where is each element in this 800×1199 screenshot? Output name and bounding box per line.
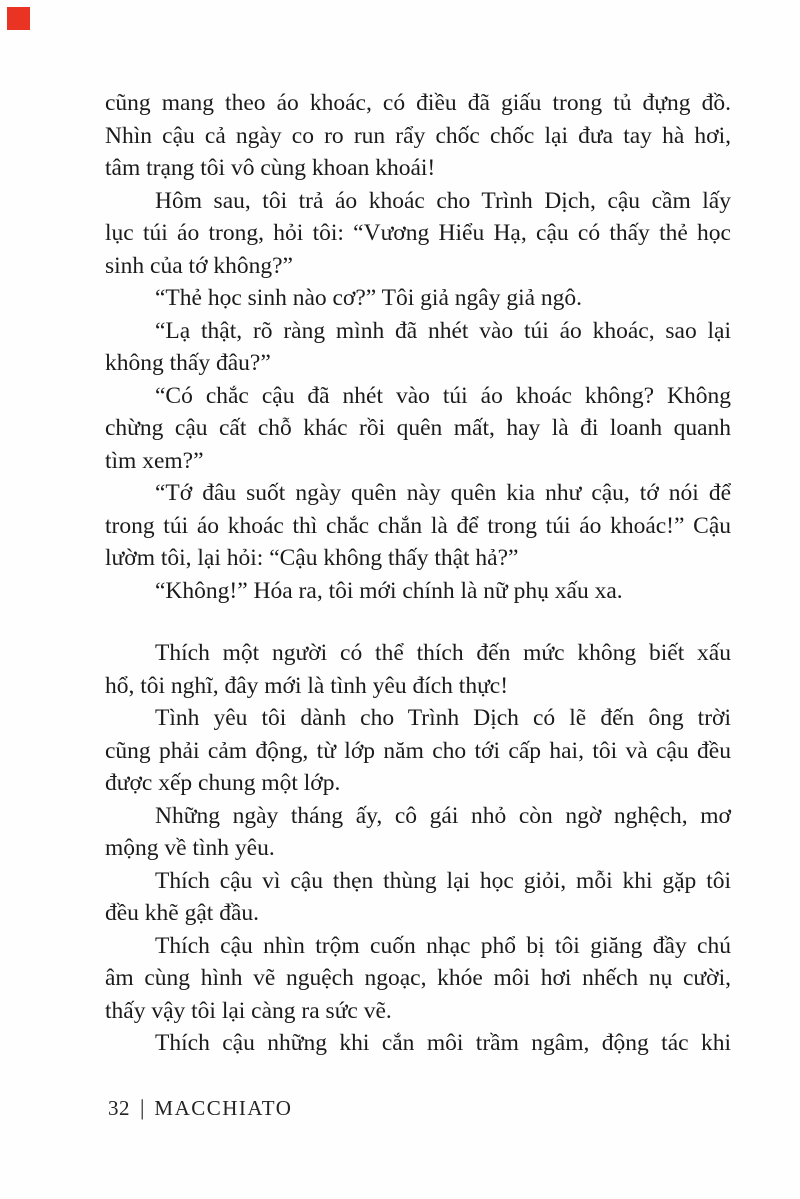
text-line: “Có chắc cậu đã nhét vào túi áo khoác không? Không bbox=[155, 382, 731, 409]
paragraph bbox=[105, 282, 731, 315]
text-line: đều khẽ gật đầu. bbox=[105, 900, 260, 926]
text-line: âm cùng hình vẽ nguệch ngoạc, khóe môi hơi nhếch nụ cười, bbox=[105, 965, 731, 991]
text-line: lườm tôi, lại hỏi: “Cậu không thấy thật hả?” bbox=[105, 545, 519, 571]
text-line: Tình yêu tôi dành cho Trình Dịch có lẽ đến ông trời bbox=[155, 705, 731, 731]
text-line: Thích một người có thể thích đến mức không biết xấu bbox=[155, 640, 731, 666]
paragraph bbox=[105, 185, 731, 283]
text-line: thấy vậy tôi lại càng ra sức vẽ. bbox=[105, 997, 392, 1024]
text-line: không thấy đâu?” bbox=[105, 350, 271, 376]
text-line: Nhìn cậu cả ngày co ro run rẩy chốc chốc lại đưa tay hà hơi, bbox=[105, 122, 731, 149]
paragraph bbox=[105, 477, 731, 575]
text-line: hổ, tôi nghĩ, đây mới là tình yêu đích thực! bbox=[105, 672, 509, 699]
text-line: “Lạ thật, rõ ràng mình đã nhét vào túi áo khoác, sao lại bbox=[155, 317, 731, 344]
paragraph bbox=[105, 315, 731, 380]
text-line: Thích cậu nhìn trộm cuốn nhạc phổ bị tôi giăng đầy chú bbox=[155, 932, 731, 959]
paragraph bbox=[105, 575, 731, 608]
text-line: mộng về tình yêu. bbox=[105, 835, 275, 861]
text-line: trong túi áo khoác thì chắc chắn là để trong túi áo khoác!” Cậu bbox=[105, 512, 731, 539]
text-line: lục túi áo trong, hỏi tôi: “Vương Hiểu Hạ, cậu có thấy thẻ học bbox=[105, 220, 731, 246]
text-line: “Thẻ học sinh nào cơ?” Tôi giả ngây giả ngô. bbox=[155, 285, 583, 311]
paragraph bbox=[105, 800, 731, 865]
page-number-label: 32 bbox=[108, 1096, 130, 1120]
paragraph bbox=[105, 637, 731, 702]
paragraph bbox=[105, 702, 731, 800]
text-line: tâm trạng tôi vô cùng khoan khoái! bbox=[105, 155, 436, 181]
paragraph bbox=[105, 87, 731, 185]
text-block bbox=[105, 87, 731, 1060]
paragraph bbox=[105, 380, 731, 478]
text-line: “Tớ đâu suốt ngày quên này quên kia như cậu, tớ nói để bbox=[155, 480, 731, 506]
text-line: cũng mang theo áo khoác, có điều đã giấu trong tủ đựng đồ. bbox=[105, 90, 731, 116]
text-line: “Không!” Hóa ra, tôi mới chính là nữ phụ xấu xa. bbox=[155, 577, 623, 604]
text-line: Thích cậu vì cậu thẹn thùng lại học giỏi, mỗi khi gặp tôi bbox=[155, 867, 731, 894]
red-corner-marker bbox=[7, 7, 30, 30]
text-line: chừng cậu cất chỗ khác rồi quên mất, hay là đi loanh quanh bbox=[105, 415, 731, 441]
footer-separator: | bbox=[140, 1095, 145, 1120]
text-line: Thích cậu những khi cắn môi trầm ngâm, động tác khi bbox=[155, 1030, 731, 1056]
footer bbox=[108, 1094, 292, 1122]
text-line: cũng phải cảm động, từ lớp năm cho tới cấp hai, tôi và cậu đều bbox=[105, 737, 731, 764]
paragraph bbox=[105, 930, 731, 1028]
text-line: Hôm sau, tôi trả áo khoác cho Trình Dịch, cậu cầm lấy bbox=[155, 187, 731, 214]
text-line: tìm xem?” bbox=[105, 447, 204, 474]
paragraph bbox=[105, 865, 731, 930]
text-line: sinh của tớ không?” bbox=[105, 252, 293, 279]
text-line: Những ngày tháng ấy, cô gái nhỏ còn ngờ nghệch, mơ bbox=[155, 802, 731, 829]
paragraph bbox=[105, 1027, 731, 1060]
text-line: được xếp chung một lớp. bbox=[105, 770, 341, 796]
book-title-label: MACCHIATO bbox=[154, 1096, 293, 1120]
